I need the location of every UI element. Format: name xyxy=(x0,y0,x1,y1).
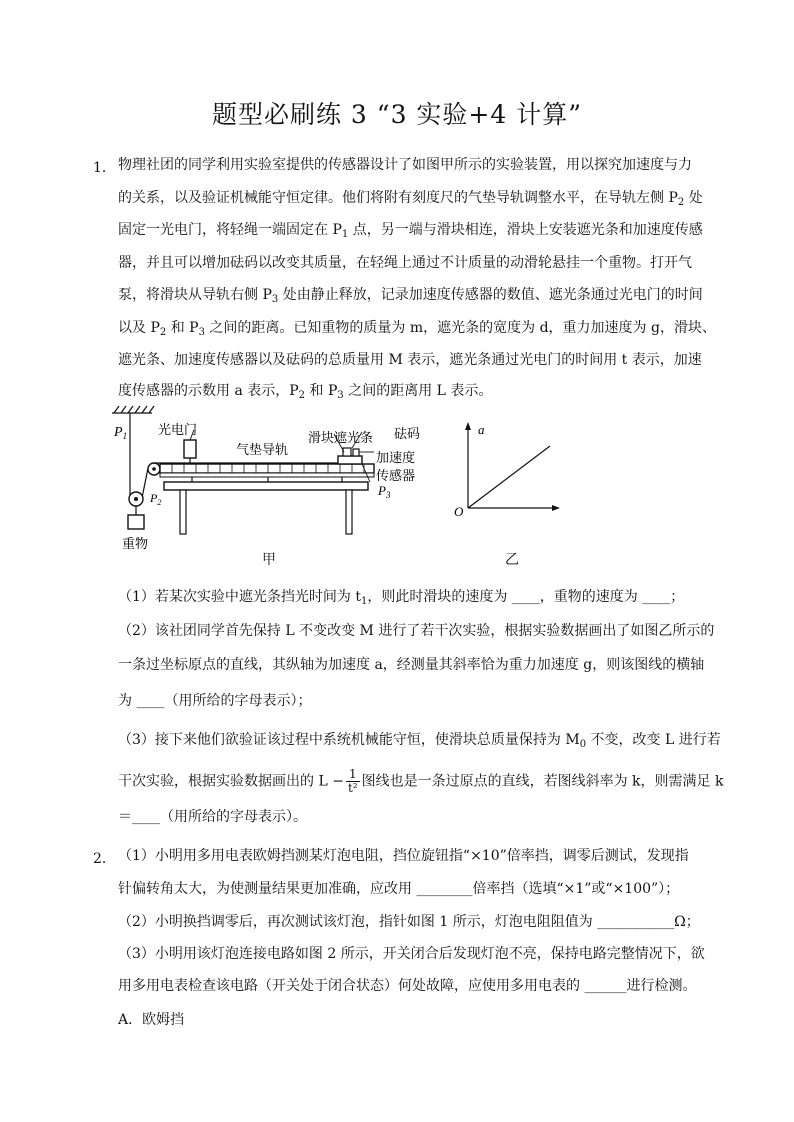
figure-b-caption: 乙 xyxy=(505,552,519,568)
label-sensor-2: 传感器 xyxy=(376,469,416,484)
q1-intro-line-2: 的关系，以及验证机械能守恒定律。他们将附有刻度尺的气垫导轨调整水平，在导轨左侧 $P_2$ 处 xyxy=(118,190,703,208)
label-photogate: 光电门 xyxy=(158,423,198,438)
question-number-2: 2． xyxy=(93,851,116,867)
q1-part-2-line-3: 为 ____（用所给的字母表示）； xyxy=(118,693,312,709)
table-leg-right xyxy=(346,490,352,534)
question-number-1: 1． xyxy=(93,160,116,176)
fraction-1-over-t2: $\frac{1}{\text{t²}}$ xyxy=(347,767,358,795)
air-track xyxy=(160,464,374,473)
q1-part-3-line-2: 干次实验，根据实验数据画出的 L − $\frac{1}{\text{t²}}$ 图线也是一条过原点的直线，若图线斜率为 k，则需满足 k xyxy=(118,767,724,795)
rope-right xyxy=(142,468,148,498)
q2-line-3: （2）小明换挡调零后，再次测试该灯泡，指针如图 1 所示，灯泡电阻阻值为 ___________Ω； xyxy=(118,914,700,930)
graph-a-vs-x xyxy=(452,420,572,520)
q2-option-a: A．欧姆挡 xyxy=(118,1012,185,1028)
label-slider: 滑块遮光条 xyxy=(308,431,374,446)
label-heavy: 重物 xyxy=(122,537,149,552)
label-p3: $P_3$ xyxy=(378,483,391,500)
table-top xyxy=(164,482,368,490)
label-air-track: 气垫导轨 xyxy=(236,443,289,458)
q1-intro-line-5: 泵，将滑块从导轨右侧 $P_3$ 处由静止释放，记录加速度传感器的数值、遮光条通过光电门的时间 xyxy=(118,287,703,305)
page-title: 题型必刷练 3 “3 实验+4 计算” xyxy=(211,100,582,129)
x-axis-arrow xyxy=(552,505,560,511)
sensor-block xyxy=(353,449,359,456)
q1-part-2-line-2: 一条过坐标原点的直线，其纵轴为加速度 a，经测量其斜率恰为重力加速度 g，则该图线的横轴 xyxy=(118,657,705,673)
label-weights: 砝码 xyxy=(394,427,421,442)
q2-line-1: （1）小明用多用电表欧姆挡测某灯泡电阻，挡位旋钮指“×10”倍率挡，调零后测试，发现指 xyxy=(118,848,689,864)
table-leg-left xyxy=(180,490,186,534)
q1-part-3-line-1: （3）接下来他们欲验证该过程中系统机械能守恒，使滑块总质量保持为 $M_0$ 不变，改变 L 进行若 xyxy=(118,732,721,750)
y-axis-arrow xyxy=(465,422,471,430)
q1-intro-line-6: 以及 $P_2$ 和 $P_3$ 之间的距离。已知重物的质量为 m，遮光条的宽度为 d，重力加速度为 g，滑块、 xyxy=(118,320,716,338)
slider xyxy=(338,456,362,464)
heavy-weight xyxy=(128,515,144,529)
q1-part-2-line-1: （2）该社团同学首先保持 L 不变改变 M 进行了若干次实验，根据实验数据画出了如图乙所示的 xyxy=(118,623,715,639)
photogate xyxy=(184,440,196,458)
q1-part-1: （1）若某次实验中遮光条挡光时间为 $t_1$，则此时滑块的速度为 ____，重物的速度为 ____； xyxy=(118,589,685,607)
q2-line-2: 针偏转角太大，为使测量结果更加准确，应改用 ________倍率挡（选填“×1”或“×100”）； xyxy=(118,881,680,897)
graph-line xyxy=(468,446,550,508)
q1-intro-line-3: 固定一光电门，将轻绳一端固定在 $P_1$ 点，另一端与滑块相连，滑块上安装遮光条和加速度传感 xyxy=(118,222,703,240)
q1-part-3-line-3: ＝____（用所给的字母表示）。 xyxy=(118,809,307,825)
figure-a-caption: 甲 xyxy=(262,552,276,568)
label-p2: $P_2$ xyxy=(150,491,162,507)
q2-line-4: （3）小明用该灯泡连接电路如图 2 所示，开关闭合后发现灯泡不亮，保持电路完整情况下，欲 xyxy=(118,946,705,962)
q1-intro-line-4: 器，并且可以增加砝码以改变其质量，在轻绳上通过不计质量的动滑轮悬挂一个重物。打开气 xyxy=(118,255,692,271)
ceiling-hatch xyxy=(112,406,154,413)
q1-intro-line-1: 物理社团的同学利用实验室提供的传感器设计了如图甲所示的实验装置，用以探究加速度与力 xyxy=(118,157,692,173)
origin-label: O xyxy=(454,504,464,519)
q1-intro-line-8: 度传感器的示数用 a 表示，$P_2$ 和 $P_3$ 之间的距离用 L 表示。 xyxy=(118,383,493,401)
q1-intro-line-7: 遮光条、加速度传感器以及砝码的总质量用 M 表示，遮光条通过光电门的时间用 t 表示，加速 xyxy=(118,352,702,368)
label-sensor-1: 加速度 xyxy=(376,451,416,466)
apparatus-diagram xyxy=(112,404,472,564)
label-p1: $P_1$ xyxy=(114,425,128,441)
weight-block xyxy=(343,448,351,456)
q2-line-5: 用多用电表检查该电路（开关处于闭合状态）何处故障，应使用多用电表的 ______进行检测。 xyxy=(118,978,697,994)
y-axis-label: a xyxy=(478,422,485,437)
